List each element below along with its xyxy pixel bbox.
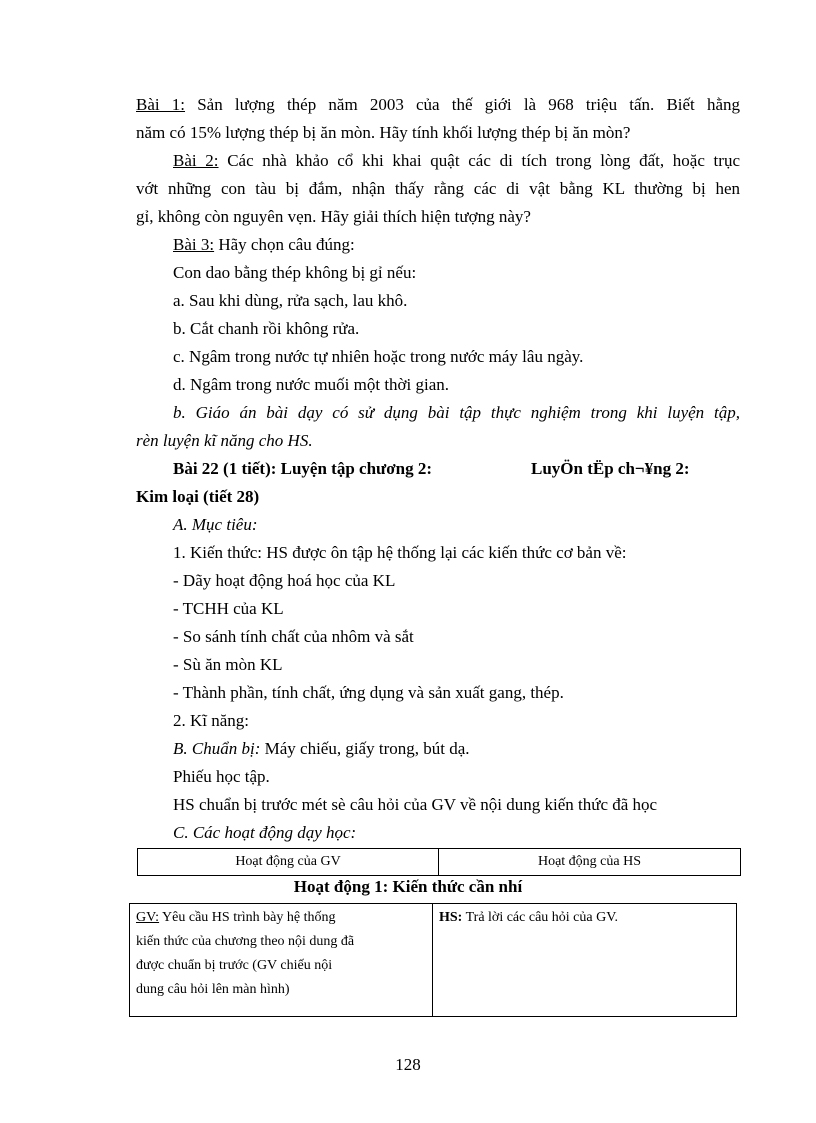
page-number: 128 — [395, 1055, 421, 1074]
activity-1-title: Hoạt động 1: Kiến thức cần nhí — [293, 877, 523, 896]
col-gv-header: Hoạt động của GV — [138, 849, 439, 876]
objective-item-4: - Sù ăn mòn KL — [173, 655, 283, 674]
objective-item-2: - TCHH của KL — [173, 599, 284, 618]
lesson-title-left: Bài 22 (1 tiết): Luyện tập chương 2: — [173, 459, 433, 478]
objectives-heading: A. Mục tiêu: — [173, 515, 258, 534]
bai2-line3: gỉ, không còn nguyên vẹn. Hãy giải thích hiện tượng này? — [136, 207, 531, 226]
gv-label: GV: — [136, 910, 160, 925]
activities-header-table — [137, 848, 741, 876]
preparation-line1: B. Chuẩn bị: Máy chiếu, giấy trong, bút dạ. — [173, 739, 470, 758]
bai3-option-d: d. Ngâm trong nước muối một thời gian. — [173, 375, 450, 394]
section-b-line1: b. Giáo án bài dạy có sử dụng bài tập thực nghiệm trong khi luyện tập, — [173, 403, 740, 422]
section-b-line2: rèn luyện kĩ năng cho HS. — [136, 431, 313, 450]
gv-cell: GV: Yêu cầu HS trình bày hệ thống kiến thức của chương theo nội dung đã được chuẩn bị trước (GV chiếu nội dung câu hỏi lên màn hình) — [130, 904, 433, 1017]
lesson-title-right: LuyÖn tËp ch¬¥ng 2: — [531, 459, 690, 478]
objective-item-3: - So sánh tính chất của nhôm và sắt — [173, 627, 414, 646]
bai1-label: Bài 1: — [136, 95, 186, 114]
bai2-line1: Bài 2: Các nhà khảo cổ khi khai quật các di tích trong lòng đất, hoặc trục — [173, 151, 740, 170]
hs-label: HS: — [439, 910, 463, 925]
objectives-skills: 2. Kĩ năng: — [173, 711, 250, 730]
objective-item-1: - Dãy hoạt động hoá học của KL — [173, 571, 396, 590]
bai3-option-a: a. Sau khi dùng, rửa sạch, lau khô. — [173, 291, 408, 310]
activity-1-table — [129, 903, 737, 1017]
bai2-label: Bài 2: — [173, 151, 219, 170]
bai3-option-c: c. Ngâm trong nước tự nhiên hoặc trong nước máy lâu ngày. — [173, 347, 584, 366]
preparation-line2: Phiếu học tập. — [173, 767, 270, 786]
objective-item-5: - Thành phần, tính chất, ứng dụng và sản xuất gang, thép. — [173, 683, 564, 702]
bai3-question: Con dao bằng thép không bị gỉ nếu: — [173, 263, 417, 282]
preparation-line3: HS chuẩn bị trước mét sè câu hỏi của GV về nội dung kiến thức đã học — [173, 795, 658, 814]
objectives-knowledge: 1. Kiến thức: HS được ôn tập hệ thống lại các kiến thức cơ bản về: — [173, 543, 627, 562]
bai2-line2: vớt những con tàu bị đắm, nhận thấy rằng các di vật bằng KL thường bị hen — [136, 179, 740, 198]
preparation-label: B. Chuẩn bị: — [173, 739, 261, 758]
bai1-line1: Bài 1: Sản lượng thép năm 2003 của thế giới là 968 triệu tấn. Biết hằng — [136, 95, 740, 114]
bai3-label: Bài 3: — [173, 235, 215, 254]
lesson-title-line2: Kim loại (tiết 28) — [136, 487, 260, 506]
activities-heading: C. Các hoạt động dạy học: — [173, 823, 357, 842]
hs-cell: HS: Trả lời các câu hỏi của GV. — [433, 904, 737, 1017]
bai1-line2: năm có 15% lượng thép bị ăn mòn. Hãy tính khối lượng thép bị ăn mòn? — [136, 123, 631, 142]
col-hs-header: Hoạt động của HS — [439, 849, 741, 876]
bai3-line1: Bài 3: Hãy chọn câu đúng: — [173, 235, 355, 254]
bai3-option-b: b. Cắt chanh rồi không rửa. — [173, 319, 360, 338]
